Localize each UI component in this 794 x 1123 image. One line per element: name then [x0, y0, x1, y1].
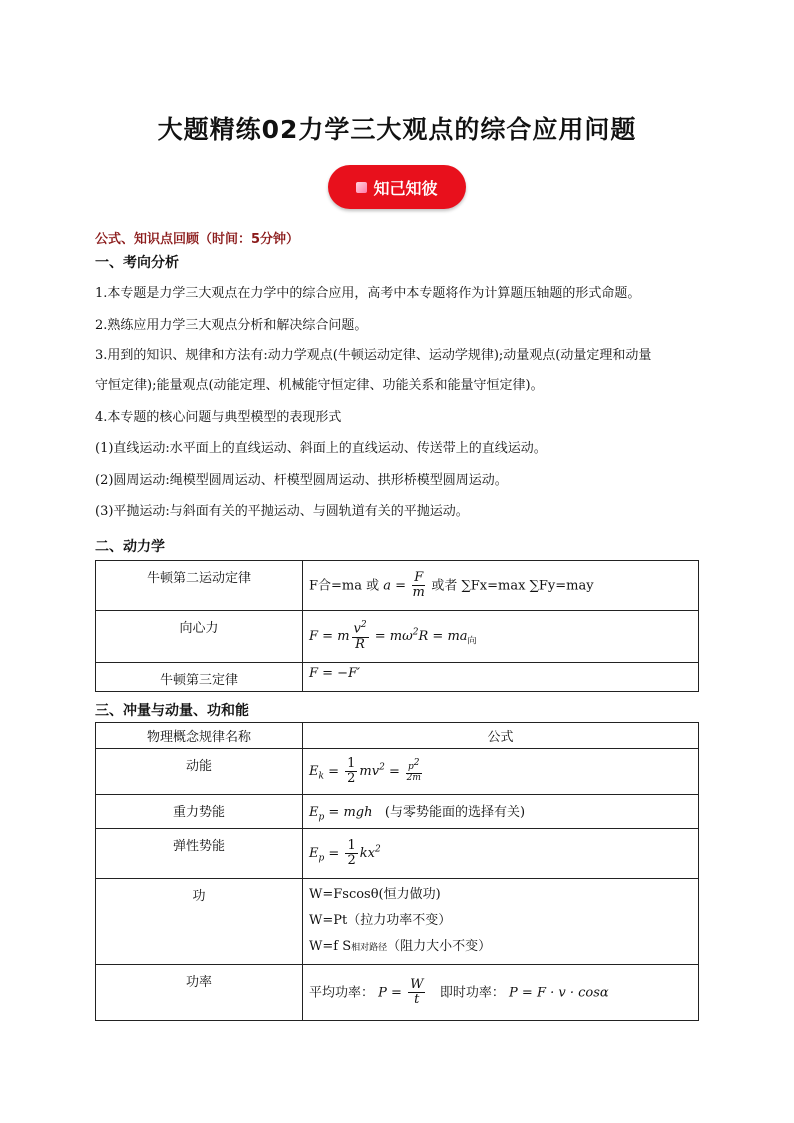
header-name: 物理概念规律名称 [96, 723, 303, 749]
paragraph-3a: 3.用到的知识、规律和方法有:动力学观点(牛顿运动定律、运动学规律);动量观点(动量定理和动量 [95, 348, 652, 363]
header-formula: 公式 [303, 723, 699, 749]
label-newton-third: 牛顿第三定律 [96, 663, 303, 692]
label-newton-second: 牛顿第二运动定律 [96, 561, 303, 611]
paragraph-4: 4.本专题的核心问题与典型模型的表现形式 [95, 410, 342, 425]
label-work: 功 [96, 879, 303, 965]
page-title: 大题精练02力学三大观点的综合应用问题 [157, 115, 637, 144]
paragraph-5: (1)直线运动:水平面上的直线运动、斜面上的直线运动、传送带上的直线运动。 [95, 441, 547, 456]
badge-icon [356, 182, 367, 193]
review-header: 公式、知识点回顾（时间：5分钟） [95, 232, 300, 247]
formula-work [303, 879, 699, 965]
dynamics-table [95, 560, 699, 692]
formula-newton-third: F = −F′ [303, 663, 699, 692]
heading-dynamics: 二、动力学 [95, 539, 165, 555]
energy-table [95, 722, 699, 1021]
badge-label: 知己知彼 [373, 178, 438, 198]
label-gravitational-pe: 重力势能 [96, 795, 303, 829]
paragraph-3b: 守恒定律);能量观点(动能定理、机械能守恒定律、功能关系和能量守恒定律)。 [95, 378, 544, 393]
paragraph-2: 2.熟练应用力学三大观点分析和解决综合问题。 [95, 318, 368, 333]
formula-elastic-pe: $E_p$ = $\frac{1}{2}$ $kx^2$ [303, 829, 699, 879]
label-elastic-pe: 弹性势能 [96, 829, 303, 879]
heading-momentum-energy: 三、冲量与动量、功和能 [95, 703, 249, 719]
formula-power: 平均功率： P = $\frac{W}{t}$ 即时功率： P = F · v · cosα [303, 965, 699, 1021]
formula-centripetal: F = m $\frac{v^2}{R}$ = $m\omega^2R = ma_向$ [303, 611, 699, 663]
work-friction: W=f S相对路径（阻力大小不变） [309, 939, 492, 954]
know-badge [328, 165, 466, 209]
formula-kinetic-energy: $E_k$ = $\frac{1}{2}$ $mv^2$ = $\frac{p^2}{2m}$ [303, 749, 699, 795]
label-kinetic-energy: 动能 [96, 749, 303, 795]
heading-analysis: 一、考向分析 [95, 255, 179, 271]
label-power: 功率 [96, 965, 303, 1021]
label-centripetal: 向心力 [96, 611, 303, 663]
paragraph-7: (3)平抛运动:与斜面有关的平抛运动、与圆轨道有关的平抛运动。 [95, 504, 469, 519]
paragraph-6: (2)圆周运动:绳模型圆周运动、杆模型圆周运动、拱形桥模型圆周运动。 [95, 473, 508, 488]
formula-newton-second: F合=ma 或 a = $\frac{F}{m}$ 或者 ∑Fx=max ∑Fy=may [303, 561, 699, 611]
paragraph-1: 1.本专题是力学三大观点在力学中的综合应用，高考中本专题将作为计算题压轴题的形式命题。 [95, 286, 641, 301]
work-constant-force: W=Fscosθ(恒力做功) [309, 887, 441, 902]
formula-gravitational-pe: $E_p$ = mgh (与零势能面的选择有关) [303, 795, 699, 829]
work-constant-power: W=Pt（拉力功率不变） [309, 913, 452, 928]
